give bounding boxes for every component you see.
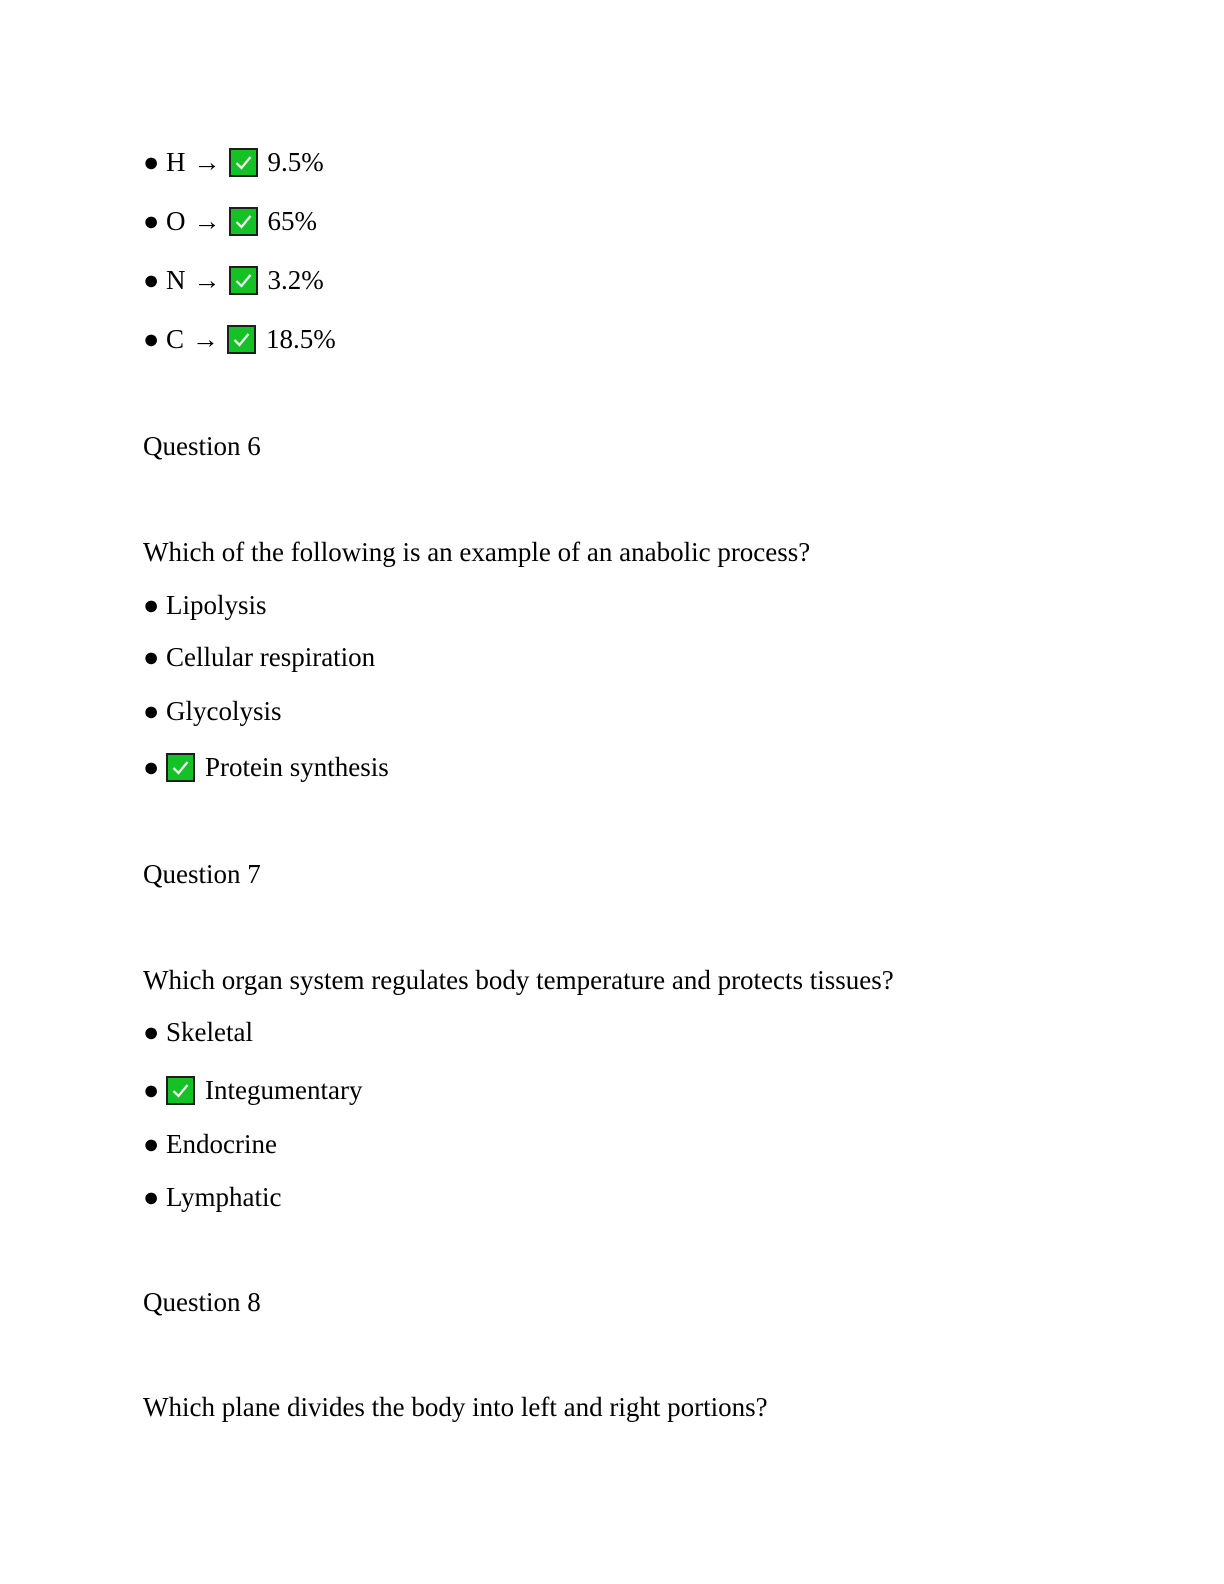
option-label: Integumentary — [205, 1075, 363, 1105]
arrow-icon: → — [193, 147, 221, 177]
bullet: ● — [143, 752, 160, 782]
arrow-icon: → — [193, 206, 221, 236]
option-label: Skeletal — [166, 1017, 253, 1047]
option-label: Glycolysis — [166, 696, 282, 726]
question-6-option — [143, 588, 267, 622]
element-value: 9.5% — [267, 147, 324, 177]
checkmark-icon — [229, 148, 258, 177]
option-label: Protein synthesis — [205, 752, 389, 782]
question-6-option — [143, 640, 375, 674]
option-label: Cellular respiration — [166, 642, 376, 672]
question-6-prompt: Which of the following is an example of an anabolic process? — [143, 537, 811, 567]
option-label: Lipolysis — [166, 590, 267, 620]
question-7-option — [143, 1180, 281, 1214]
bullet: ● — [143, 206, 160, 236]
bullet: ● — [143, 590, 160, 620]
question-6-heading: Question 6 — [143, 431, 261, 461]
element-symbol: C — [166, 324, 185, 354]
checkmark-icon — [227, 325, 256, 354]
question-6-option-correct — [143, 750, 389, 784]
element-row-o — [143, 204, 317, 238]
question-6-option — [143, 694, 282, 728]
element-symbol: O — [166, 206, 186, 236]
question-7-heading: Question 7 — [143, 859, 261, 889]
question-8-prompt: Which plane divides the body into left and right portions? — [143, 1392, 768, 1422]
option-label: Endocrine — [166, 1129, 277, 1159]
element-symbol: H — [166, 147, 186, 177]
question-7-option — [143, 1015, 253, 1049]
checkmark-icon — [229, 207, 258, 236]
bullet: ● — [143, 265, 160, 295]
checkmark-icon — [166, 753, 195, 782]
element-value: 3.2% — [267, 265, 324, 295]
bullet: ● — [143, 1182, 160, 1212]
question-7-option-correct — [143, 1073, 362, 1107]
element-row-c — [143, 322, 336, 356]
element-row-n — [143, 263, 324, 297]
element-row-h — [143, 145, 324, 179]
bullet: ● — [143, 1075, 160, 1105]
element-value: 65% — [267, 206, 317, 236]
bullet: ● — [143, 1129, 160, 1159]
arrow-icon: → — [192, 324, 220, 354]
arrow-icon: → — [193, 265, 221, 295]
bullet: ● — [143, 147, 160, 177]
element-value: 18.5% — [266, 324, 336, 354]
element-symbol: N — [166, 265, 186, 295]
bullet: ● — [143, 696, 160, 726]
bullet: ● — [143, 1017, 160, 1047]
checkmark-icon — [166, 1076, 195, 1105]
question-8-heading: Question 8 — [143, 1287, 261, 1317]
bullet: ● — [143, 642, 160, 672]
question-7-option — [143, 1127, 277, 1161]
question-7-prompt: Which organ system regulates body temperature and protects tissues? — [143, 965, 894, 995]
checkmark-icon — [229, 266, 258, 295]
bullet: ● — [143, 324, 160, 354]
option-label: Lymphatic — [166, 1182, 282, 1212]
